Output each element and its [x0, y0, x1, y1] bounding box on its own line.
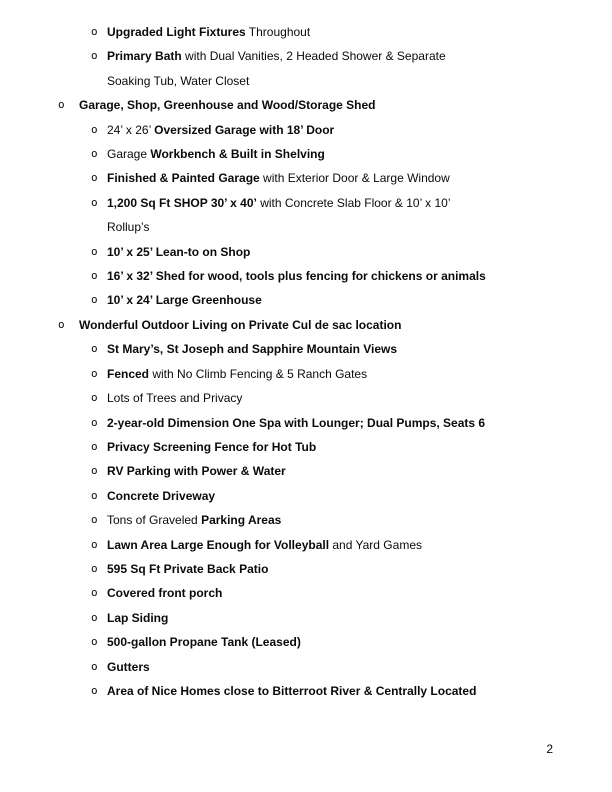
page-number: 2	[546, 742, 553, 756]
list-item-text	[107, 25, 310, 39]
text-run: Privacy Screening Fence for Hot Tub	[107, 439, 317, 454]
text-run: Fenced	[107, 366, 150, 381]
list-item-text	[79, 98, 376, 112]
bullet-icon: o	[91, 269, 98, 283]
bullet-icon: o	[91, 513, 98, 527]
list-item	[0, 313, 612, 337]
bullet-icon: o	[91, 488, 98, 502]
list-item-text	[107, 147, 325, 161]
bullet-icon: o	[91, 195, 98, 209]
text-run: Gutters	[107, 659, 150, 674]
list-item	[0, 118, 612, 142]
list-item-text	[107, 538, 422, 552]
list-item	[0, 386, 612, 410]
bullet-icon: o	[91, 635, 98, 649]
list-item-text	[107, 416, 485, 430]
text-run: Wonderful Outdoor Living on Private Cul de sac location	[79, 317, 402, 332]
list-item	[0, 533, 612, 557]
list-item-text	[107, 171, 450, 185]
list-item	[0, 142, 612, 166]
list-item	[0, 484, 612, 508]
text-run: 500-gallon Propane Tank (Leased)	[107, 635, 301, 650]
list-item	[0, 20, 612, 44]
text-run: Concrete Driveway	[107, 488, 216, 503]
list-item-text	[107, 635, 301, 649]
list-item	[0, 655, 612, 679]
list-item-text	[107, 342, 397, 356]
list-item	[0, 93, 612, 117]
bullet-icon: o	[91, 244, 98, 258]
list-item	[0, 679, 612, 703]
text-run: 16’ x 32’ Shed for wood, tools plus fencing for chickens or animals	[107, 269, 486, 284]
text-run: Garage, Shop, Greenhouse and Wood/Storage Shed	[79, 98, 376, 113]
text-run: with Concrete Slab Floor & 10’ x 10’	[256, 195, 451, 210]
bullet-icon: o	[91, 342, 98, 356]
text-run: 10’ x 25’ Lean-to on Shop	[107, 244, 251, 259]
text-run: Lap Siding	[107, 610, 169, 625]
text-run: 10’ x 24’ Large Greenhouse	[107, 293, 262, 308]
bullet-icon: o	[91, 293, 98, 307]
list-item-text	[107, 49, 446, 87]
bullet-icon: o	[91, 659, 98, 673]
text-run: St Mary’s, St Joseph and Sapphire Mountain Views	[107, 342, 398, 357]
bullet-icon: o	[91, 122, 98, 136]
list-item	[0, 606, 612, 630]
bullet-icon: o	[91, 586, 98, 600]
list-item	[0, 435, 612, 459]
list-item-text	[107, 123, 334, 137]
list-item	[0, 508, 612, 532]
list-item-text	[107, 684, 476, 698]
list-item-text	[107, 269, 486, 283]
text-run: 24’ x 26’	[107, 122, 155, 137]
list-item-text	[107, 245, 250, 259]
text-run: and Yard Games	[329, 537, 422, 552]
list-item-text	[79, 318, 401, 332]
bullet-icon: o	[58, 317, 65, 331]
text-run: Parking Areas	[201, 513, 282, 528]
bullet-icon: o	[91, 171, 98, 185]
text-run: Workbench & Built in Shelving	[150, 147, 325, 162]
text-run: Covered front porch	[107, 586, 223, 601]
text-run: Throughout	[245, 25, 311, 39]
bullet-icon: o	[91, 415, 98, 429]
text-run: 2-year-old Dimension One Spa with Lounger; Dual Pumps, Seats 6	[107, 415, 486, 430]
text-run: Oversized Garage with 18’ Door	[154, 122, 335, 137]
list-item	[0, 362, 612, 386]
list-item-text	[107, 391, 242, 405]
list-item	[0, 240, 612, 264]
bullet-icon: o	[91, 366, 98, 380]
text-run: Finished & Painted Garage	[107, 171, 260, 186]
bullet-icon: o	[91, 561, 98, 575]
list-item	[0, 557, 612, 581]
text-run: Lawn Area Large Enough for Volleyball	[107, 537, 330, 552]
list-item	[0, 288, 612, 312]
list-item	[0, 44, 612, 93]
list-item-text	[107, 489, 215, 503]
text-run: Tons of Graveled	[107, 513, 202, 528]
list-item-text	[107, 367, 367, 381]
bullet-icon: o	[91, 147, 98, 161]
list-item	[0, 191, 612, 240]
text-run: Rollup’s	[107, 220, 150, 235]
text-run: with Dual Vanities, 2 Headed Shower & Separate	[181, 49, 446, 64]
text-run: Garage	[107, 147, 151, 162]
bullet-icon: o	[91, 537, 98, 551]
list-item	[0, 337, 612, 361]
text-run: Area of Nice Homes close to Bitterroot River & Centrally Located	[107, 683, 477, 698]
list-item-text	[107, 562, 268, 576]
text-run: with No Climb Fencing & 5 Ranch Gates	[149, 366, 368, 381]
list-item-text	[107, 464, 286, 478]
bullet-icon: o	[58, 98, 65, 112]
list-item	[0, 581, 612, 605]
list-item-text	[107, 440, 316, 454]
bullet-icon: o	[91, 391, 98, 405]
bullet-icon: o	[91, 683, 98, 697]
bullet-icon: o	[91, 49, 98, 63]
list-item	[0, 630, 612, 654]
list-item	[0, 459, 612, 483]
list-item	[0, 166, 612, 190]
list-item-text	[107, 611, 168, 625]
bullet-icon: o	[91, 25, 98, 38]
list-item	[0, 264, 612, 288]
bullet-list	[0, 20, 612, 703]
text-run: with Exterior Door & Large Window	[259, 171, 450, 186]
text-run: Soaking Tub, Water Closet	[107, 73, 250, 88]
text-run: 595 Sq Ft Private Back Patio	[107, 561, 269, 576]
list-item-text	[107, 196, 451, 234]
text-run: 1,200 Sq Ft SHOP 30’ x 40’	[107, 195, 257, 210]
bullet-icon: o	[91, 439, 98, 453]
list-item-text	[107, 660, 150, 674]
text-run: Primary Bath	[107, 49, 182, 64]
text-run: Lots of Trees and Privacy	[107, 391, 243, 406]
list-item-text	[107, 293, 262, 307]
list-item-text	[107, 513, 281, 527]
list-item	[0, 411, 612, 435]
list-item-text	[107, 586, 222, 600]
text-run: Upgraded Light Fixtures	[107, 25, 246, 39]
bullet-icon: o	[91, 464, 98, 478]
text-run: RV Parking with Power & Water	[107, 464, 286, 479]
bullet-icon: o	[91, 610, 98, 624]
